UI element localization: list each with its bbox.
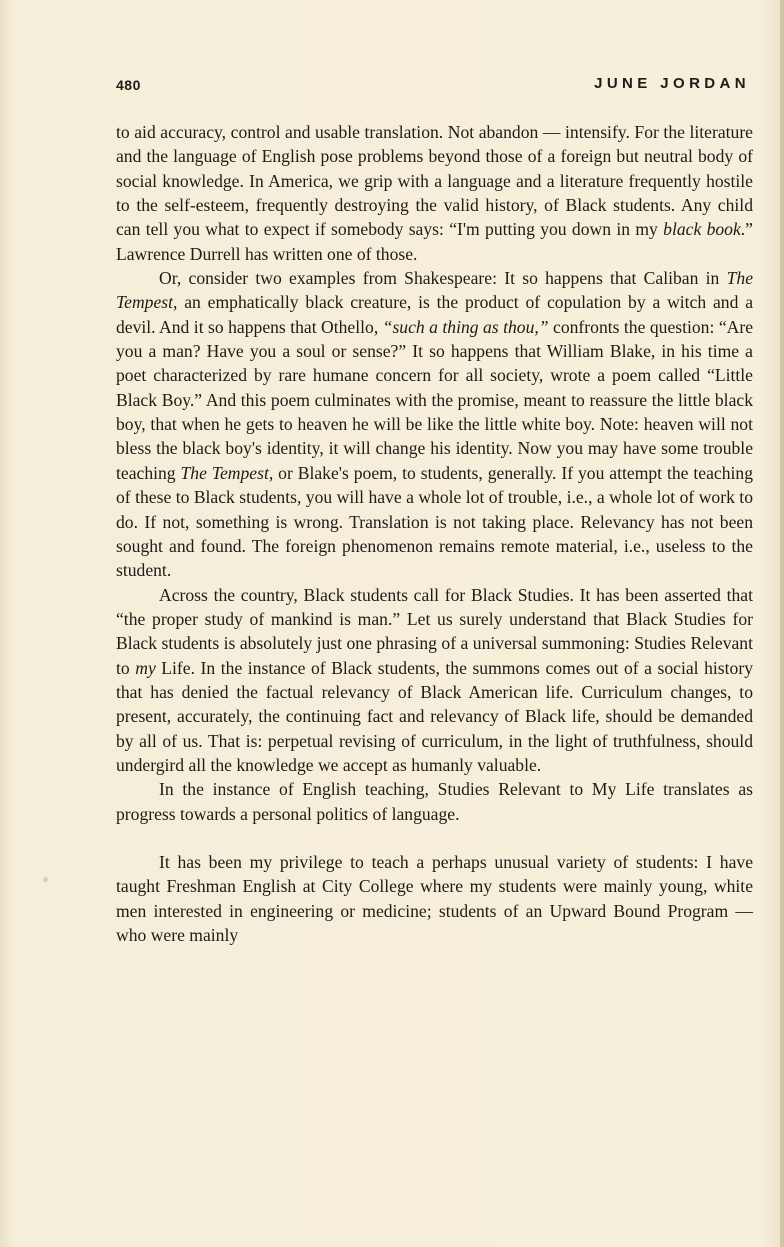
italic-text: “such a thing as thou,”	[382, 316, 549, 337]
page-header	[116, 73, 750, 97]
text-run: or Blake's poem, to students, generally. If you attempt the teaching of these to Black students, you will have a whole lot of trouble, i.e., a whole lot of work to do. If not, something is wrong. Translation is not taking place. Relevancy has not been sought and found. The foreign phenomenon remains remote material, i.e., useless to the student.	[116, 462, 753, 581]
body-text	[116, 120, 753, 947]
text-run: confronts the question: “Are you a man? Have you a soul or sense?” It so happens that William Blake, in his time a poet characterized by rare humane concern for all society, wrote a poem called “Little Black Boy.” And this poem culminates with the promise, meant to reassure the little black boy, that when he gets to heaven he will be like the little white boy. Note: heaven will not bless the black boy's identity, it will change his identity. Now you may have some trouble teaching	[116, 316, 754, 483]
page-number: 480	[116, 77, 141, 93]
paragraph	[116, 850, 753, 947]
paragraph	[116, 583, 753, 778]
running-head: JUNE JORDAN	[594, 75, 750, 92]
page-edge	[780, 0, 784, 1247]
text-run: Across the country, Black students call for Black Studies. It has been asserted that “the proper study of mankind is man.” Let us surely understand that Black Studies for Black students is absolutely just one phrasing of a universal summoning: Studies Relevant to	[116, 584, 753, 678]
text-run: .” Lawrence Durrell has written one of those.	[116, 219, 753, 264]
text-run: Life. In the instance of Black students, the summons comes out of a social history that has denied the factual relevancy of Black American life. Curriculum changes, to present, accurately, the continuing fact and relevancy of Black life, should be demanded by all of us. That is: perpetual revising of curriculum, in the light of truthfulness, should undergird all the knowledge we accept as humanly valuable.	[116, 657, 753, 775]
text-run: an emphatically black creature, is the product of copulation by a witch and a devil. And it so happens that Othello,	[116, 292, 753, 337]
italic-text: my	[135, 657, 156, 678]
text-run: It has been my privilege to teach a perhaps unusual variety of students: I have taught Freshman English at City College where my students were mainly young, white men interested in engineering or medicine; students of an Upward Bound Program — who were mainly	[116, 851, 753, 945]
paper-speck	[43, 877, 48, 882]
paragraph	[116, 120, 753, 266]
paragraph	[116, 777, 753, 826]
paragraph	[116, 266, 753, 582]
text-run: to aid accuracy, control and usable translation. Not abandon — intensify. For the literature and the language of English pose problems beyond those of a foreign but neutral body of social knowledge. In America, we grip with a language and a literature frequently hostile to the self-esteem, frequently destroying the valid history, of Black students. Any child can tell you what to expect if somebody says: “I'm putting you down in my	[116, 122, 753, 240]
italic-text: The Tempest,	[180, 462, 274, 483]
text-run: Or, consider two examples from Shakespeare: It so happens that Caliban in	[159, 268, 727, 289]
italic-text: black book	[663, 219, 741, 240]
text-run: In the instance of English teaching, Studies Relevant to My Life translates as progress towards a personal politics of language.	[116, 779, 753, 824]
italic-text: The Tempest,	[116, 268, 753, 313]
